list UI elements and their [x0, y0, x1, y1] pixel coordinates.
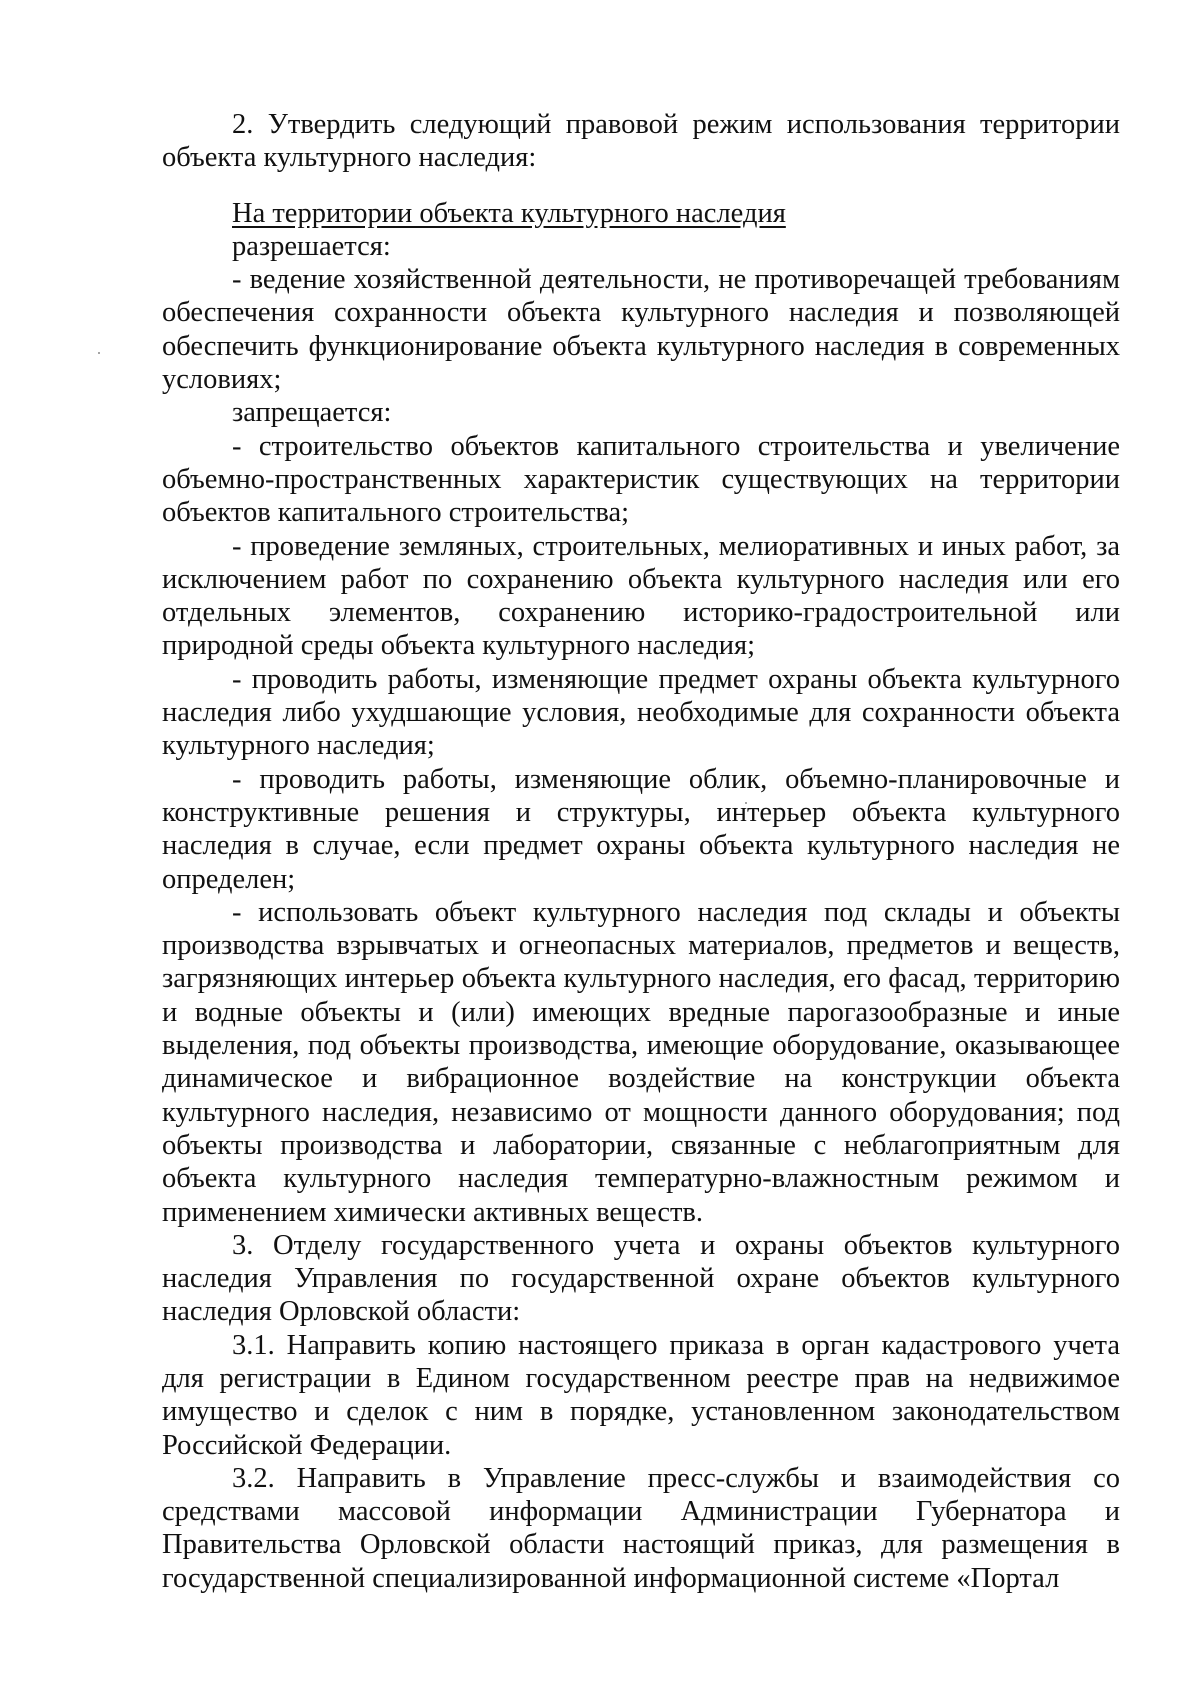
- forbidden-item-2: - проведение земляных, строительных, мелиоративных и иных работ, за исключением работ по сохранению объекта культурного наследия или его отдельных элементов, сохранению историко-градостроительной или природной среды объекта культурного наследия;: [162, 530, 1120, 662]
- paragraph-3: 3. Отделу государственного учета и охраны объектов культурного наследия Управления по государственной охране объектов культурного наследия Орловской области:: [162, 1229, 1120, 1328]
- forbidden-item-3: - проводить работы, изменяющие предмет охраны объекта культурного наследия либо ухудшающие условия, необходимые для сохранности объекта культурного наследия;: [162, 663, 1120, 762]
- document-body: [162, 108, 1120, 1595]
- paragraph-gap: [162, 175, 1120, 197]
- allowed-item-1: - ведение хозяйственной деятельности, не противоречащей требованиям обеспечения сохранности объекта культурного наследия и позволяющей обеспечить функционирование объекта культурного наследия в современных условиях;: [162, 264, 1120, 396]
- forbidden-item-5: - использовать объект культурного наследия под склады и объекты производства взрывчатых и огнеопасных материалов, предметов и веществ, загрязняющих интерьер объекта культурного наследия, его фасад, территорию и водные объекты и (или) имеющих вредные парогазообразные и иные выделения, под объекты производства, имеющие оборудование, оказывающее динамическое и вибрационное воздействие на конструкции объекта культурного наследия, независимо от мощности данного оборудования; под объекты производства и лаборатории, связанные с неблагоприятным для объекта культурного наследия температурно-влажностным режимом и применением химически активных веществ.: [162, 896, 1120, 1228]
- paragraph-3-2: 3.2. Направить в Управление пресс-службы и взаимодействия со средствами массовой информации Администрации Губернатора и Правительства Орловской области настоящий приказ, для размещения в государственной специализированной информационной системе «Портал: [162, 1462, 1120, 1594]
- allowed-label: разрешается:: [232, 230, 391, 262]
- forbidden-label: запрещается:: [232, 397, 392, 429]
- forbidden-item-4: - проводить работы, изменяющие облик, объемно-планировочные и конструктивные решения и структуры, интерьер объекта культурного наследия в случае, если предмет охраны объекта культурного наследия не определен;: [162, 763, 1120, 895]
- paragraph-2: 2. Утвердить следующий правовой режим использования территории объекта культурного наследия:: [162, 109, 1120, 174]
- scan-speck: [98, 352, 100, 354]
- forbidden-item-1: - строительство объектов капитального строительства и увеличение объемно-пространственных характеристик существующих на территории объектов капитального строительства;: [162, 430, 1120, 529]
- paragraph-3-1: 3.1. Направить копию настоящего приказа в орган кадастрового учета для регистрации в Едином государственном реестре прав на недвижимое имущество и сделок с ним в порядке, установленном законодательством Российской Федерации.: [162, 1329, 1120, 1461]
- section-heading: На территории объекта культурного наследия: [232, 197, 786, 229]
